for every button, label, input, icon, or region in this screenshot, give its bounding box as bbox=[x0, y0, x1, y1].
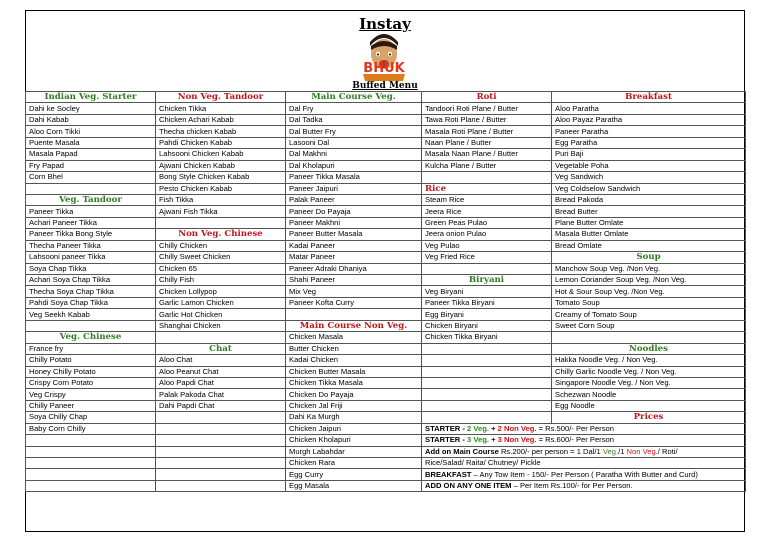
menu-item: Masala Butter Omlate bbox=[552, 229, 746, 240]
menu-item: Butter Chicken bbox=[286, 343, 422, 354]
empty-cell bbox=[26, 320, 156, 331]
menu-item: Paneer Do Payaja bbox=[286, 206, 422, 217]
menu-item: Paneer Butter Masala bbox=[286, 229, 422, 240]
table-row bbox=[26, 172, 746, 183]
section-heading: Rice bbox=[422, 183, 552, 194]
table-row bbox=[26, 309, 746, 320]
price-text: / Roti/ bbox=[657, 446, 678, 456]
price-text: Veg. bbox=[602, 446, 619, 456]
menu-item: Aloo Chat bbox=[156, 355, 286, 366]
menu-item: Egg Paratha bbox=[552, 137, 746, 148]
empty-cell bbox=[286, 309, 422, 320]
menu-item: Chicken Masala bbox=[286, 332, 422, 343]
price-text: – Any Tow Item - 150/- Per Person ( Paratha With Butter and Curd) bbox=[471, 469, 698, 479]
menu-item: Egg Curry bbox=[286, 469, 422, 480]
menu-item: Thecha chicken Kabab bbox=[156, 126, 286, 137]
menu-item: Kulcha Plane / Butter bbox=[422, 160, 552, 171]
menu-item: Fry Papad bbox=[26, 160, 156, 171]
col-header-roti: Roti bbox=[422, 92, 552, 103]
empty-cell bbox=[156, 458, 286, 469]
section-heading: Veg. Tandoor bbox=[26, 194, 156, 205]
logo-text: BHUK bbox=[363, 61, 405, 76]
menu-item: Egg Masala bbox=[286, 480, 422, 491]
table-row bbox=[26, 458, 746, 469]
menu-item: Singapore Noodle Veg. / Non Veg. bbox=[552, 377, 746, 388]
menu-item: Thecha Soya Chap Tikka bbox=[26, 286, 156, 297]
menu-item: Matar Paneer bbox=[286, 252, 422, 263]
table-row bbox=[26, 286, 746, 297]
table-row bbox=[26, 377, 746, 388]
section-heading: Prices bbox=[552, 412, 746, 423]
table-row bbox=[26, 400, 746, 411]
menu-item: Ajwani Fish Tikka bbox=[156, 206, 286, 217]
menu-item: Kadai Chicken bbox=[286, 355, 422, 366]
menu-item: Veg Crispy bbox=[26, 389, 156, 400]
table-row bbox=[26, 137, 746, 148]
menu-item: Lasooni Dal bbox=[286, 137, 422, 148]
menu-item: Paneer Adraki Dhaniya bbox=[286, 263, 422, 274]
menu-item: Achari Paneer Tikka bbox=[26, 217, 156, 228]
price-text: + bbox=[489, 423, 498, 433]
menu-item: Achari Soya Chap Tikka bbox=[26, 275, 156, 286]
empty-cell bbox=[422, 263, 552, 274]
empty-cell bbox=[422, 389, 552, 400]
price-text: Rice/Salad/ Raita/ Chutney/ Pickle bbox=[425, 458, 541, 468]
menu-item: Shanghai Chicken bbox=[156, 320, 286, 331]
menu-item: Chicken Jaipuri bbox=[286, 423, 422, 434]
section-heading: Noodles bbox=[552, 343, 746, 354]
menu-item: Chilly Sweet Chicken bbox=[156, 252, 286, 263]
menu-item: Paneer Tikka Biryani bbox=[422, 297, 552, 308]
table-row bbox=[26, 355, 746, 366]
price-text: 3 Non Veg. bbox=[497, 435, 537, 445]
menu-item: Honey Chilly Potato bbox=[26, 366, 156, 377]
table-row bbox=[26, 194, 746, 205]
table-row bbox=[26, 480, 746, 491]
price-text: 2 Veg. bbox=[467, 423, 489, 433]
menu-item: Tandoori Roti Plane / Butter bbox=[422, 103, 552, 114]
menu-item: Veg Fried Rice bbox=[422, 252, 552, 263]
col-header-breakfast: Breakfast bbox=[552, 92, 746, 103]
menu-item: Veg Coldselow Sandwich bbox=[552, 183, 746, 194]
menu-item: Chilly Chicken bbox=[156, 240, 286, 251]
price-text: ADD ON ANY ONE ITEM bbox=[425, 481, 512, 491]
menu-item: Paneer Kofta Curry bbox=[286, 297, 422, 308]
price-cell bbox=[422, 480, 746, 491]
menu-item: Pahdi Soya Chap Tikka bbox=[26, 297, 156, 308]
table-row bbox=[26, 217, 746, 228]
menu-item: Corn Bhel bbox=[26, 172, 156, 183]
table-row bbox=[26, 297, 746, 308]
menu-item: Lahsooni Chicken Kabab bbox=[156, 149, 286, 160]
menu-item: Chicken Achari Kabab bbox=[156, 114, 286, 125]
menu-item: Chicken Rara bbox=[286, 458, 422, 469]
menu-item: Murgh Labahdar bbox=[286, 446, 422, 457]
menu-item: Soya Chap Tikka bbox=[26, 263, 156, 274]
menu-item: Puente Masala bbox=[26, 137, 156, 148]
price-text: = Rs.500/- Per Person bbox=[536, 423, 614, 433]
menu-item: Masala Naan Plane / Butter bbox=[422, 149, 552, 160]
menu-item: Masala Roti Plane / Butter bbox=[422, 126, 552, 137]
table-row bbox=[26, 103, 746, 114]
menu-item: Green Peas Pulao bbox=[422, 217, 552, 228]
menu-item: Sweet Corn Soup bbox=[552, 320, 746, 331]
header-row bbox=[26, 92, 746, 103]
price-text: Add on Main Course bbox=[425, 446, 499, 456]
col-header-indian-veg-starter: Indian Veg. Starter bbox=[26, 92, 156, 103]
menu-item: Dahi Papdi Chat bbox=[156, 400, 286, 411]
section-heading: Non Veg. Chinese bbox=[156, 229, 286, 240]
price-cell bbox=[422, 435, 746, 446]
table-row bbox=[26, 149, 746, 160]
menu-item: Thecha Paneer Tikka bbox=[26, 240, 156, 251]
menu-item: Soya Chilly Chap bbox=[26, 412, 156, 423]
menu-item: Paneer Tikka Masala bbox=[286, 172, 422, 183]
menu-item: Veg Pulao bbox=[422, 240, 552, 251]
empty-cell bbox=[156, 469, 286, 480]
table-row bbox=[26, 206, 746, 217]
table-row bbox=[26, 343, 746, 354]
menu-item: Dal Butter Fry bbox=[286, 126, 422, 137]
menu-item: Chicken Tikka Masala bbox=[286, 377, 422, 388]
menu-item: Mix Veg bbox=[286, 286, 422, 297]
menu-item: Egg Biryani bbox=[422, 309, 552, 320]
menu-item: Aloo Paratha bbox=[552, 103, 746, 114]
menu-item: Jeera Rice bbox=[422, 206, 552, 217]
empty-cell bbox=[422, 377, 552, 388]
menu-item: Naan Plane / Butter bbox=[422, 137, 552, 148]
menu-item: Dahi ke Socley bbox=[26, 103, 156, 114]
menu-item: France fry bbox=[26, 343, 156, 354]
menu-item: Steam Rice bbox=[422, 194, 552, 205]
menu-item: Schezwan Noodle bbox=[552, 389, 746, 400]
table-row bbox=[26, 275, 746, 286]
section-heading: Main Course Non Veg. bbox=[286, 320, 422, 331]
menu-item: Chicken 65 bbox=[156, 263, 286, 274]
price-text: 2 Non Veg. bbox=[497, 423, 537, 433]
bhuk-logo bbox=[353, 34, 415, 82]
menu-item: Aloo Payaz Paratha bbox=[552, 114, 746, 125]
menu-item: Jeera onion Pulao bbox=[422, 229, 552, 240]
menu-item: Tawa Roti Plane / Butter bbox=[422, 114, 552, 125]
menu-item: Fish Tikka bbox=[156, 194, 286, 205]
menu-item: Dal Fry bbox=[286, 103, 422, 114]
menu-page bbox=[25, 10, 745, 532]
menu-item: Aloo Peanut Chat bbox=[156, 366, 286, 377]
table-row bbox=[26, 114, 746, 125]
menu-item: Dal Kholapuri bbox=[286, 160, 422, 171]
menu-item: Paneer Paratha bbox=[552, 126, 746, 137]
menu-item: Pesto Chicken Kabab bbox=[156, 183, 286, 194]
price-text: STARTER - bbox=[425, 423, 468, 433]
menu-item: Aloo Papdi Chat bbox=[156, 377, 286, 388]
menu-title: Buffed Menu bbox=[352, 81, 418, 91]
empty-cell bbox=[26, 469, 156, 480]
table-row bbox=[26, 252, 746, 263]
price-text: BREAKFAST bbox=[425, 469, 472, 479]
menu-item: Masala Papad bbox=[26, 149, 156, 160]
menu-item: Bread Omlate bbox=[552, 240, 746, 251]
section-heading: Chat bbox=[156, 343, 286, 354]
menu-item: Dal Tadka bbox=[286, 114, 422, 125]
menu-item: Egg Noodle bbox=[552, 400, 746, 411]
menu-item: Chilly Potato bbox=[26, 355, 156, 366]
menu-item: Chicken Do Payaja bbox=[286, 389, 422, 400]
price-text: Rs.200/- per person = 1 Dal/1 bbox=[498, 446, 603, 456]
empty-cell bbox=[156, 412, 286, 423]
table-row bbox=[26, 183, 746, 194]
menu-item: Plane Butter Omlate bbox=[552, 217, 746, 228]
empty-cell bbox=[422, 355, 552, 366]
empty-cell bbox=[422, 400, 552, 411]
empty-cell bbox=[26, 183, 156, 194]
menu-item: Chilly Fish bbox=[156, 275, 286, 286]
empty-cell bbox=[552, 332, 746, 343]
price-text: /1 bbox=[618, 446, 627, 456]
menu-item: Dahi Kabab bbox=[26, 114, 156, 125]
menu-item: Manchow Soup Veg. /Non Veg. bbox=[552, 263, 746, 274]
table-row bbox=[26, 240, 746, 251]
section-heading: Veg. Chinese bbox=[26, 332, 156, 343]
section-heading: Soup bbox=[552, 252, 746, 263]
table-row bbox=[26, 126, 746, 137]
price-text: Non Veg. bbox=[626, 446, 658, 456]
price-text: – Per Item Rs.100/- for Per Person. bbox=[511, 481, 633, 491]
menu-item: Crispy Corn Potato bbox=[26, 377, 156, 388]
menu-item: Tomato Soup bbox=[552, 297, 746, 308]
menu-item: Hot & Sour Soup Veg. /Non Veg. bbox=[552, 286, 746, 297]
menu-item: Palak Pakoda Chat bbox=[156, 389, 286, 400]
col-header-main-course-veg: Main Course Veg. bbox=[286, 92, 422, 103]
price-cell bbox=[422, 469, 746, 480]
table-row bbox=[26, 229, 746, 240]
empty-cell bbox=[156, 435, 286, 446]
menu-item: Veg Seekh Kabab bbox=[26, 309, 156, 320]
menu-table bbox=[25, 91, 746, 492]
menu-item: Paneer Makhni bbox=[286, 217, 422, 228]
price-cell bbox=[422, 423, 746, 434]
menu-item: Paneer Tikka bbox=[26, 206, 156, 217]
table-row bbox=[26, 332, 746, 343]
menu-item: Baby Corn Chilly bbox=[26, 423, 156, 434]
table-row bbox=[26, 389, 746, 400]
table-row bbox=[26, 366, 746, 377]
empty-cell bbox=[156, 446, 286, 457]
price-cell bbox=[422, 458, 746, 469]
menu-item: Chilly Paneer bbox=[26, 400, 156, 411]
menu-item: Garlic Hot Chicken bbox=[156, 309, 286, 320]
empty-cell bbox=[156, 480, 286, 491]
menu-item: Ajwani Chicken Kabab bbox=[156, 160, 286, 171]
empty-cell bbox=[422, 366, 552, 377]
empty-cell bbox=[26, 458, 156, 469]
menu-item: Dal Makhni bbox=[286, 149, 422, 160]
table-row bbox=[26, 446, 746, 457]
menu-item: Chicken Lollypop bbox=[156, 286, 286, 297]
menu-item: Chicken Tikka Biryani bbox=[422, 332, 552, 343]
menu-item: Creamy of Tomato Soup bbox=[552, 309, 746, 320]
price-text: 3 Veg. bbox=[467, 435, 489, 445]
table-row bbox=[26, 320, 746, 331]
menu-item: Lemon Coriander Soup Veg. /Non Veg. bbox=[552, 275, 746, 286]
section-heading: Biryani bbox=[422, 275, 552, 286]
price-text: STARTER - bbox=[425, 435, 468, 445]
menu-item: Chilly Garlic Noodle Veg. / Non Veg. bbox=[552, 366, 746, 377]
menu-item: Vegetable Poha bbox=[552, 160, 746, 171]
table-row bbox=[26, 423, 746, 434]
menu-item: Chicken Biryani bbox=[422, 320, 552, 331]
menu-item: Garlic Lamon Chicken bbox=[156, 297, 286, 308]
menu-item: Palak Paneer bbox=[286, 194, 422, 205]
menu-item: Veg Biryani bbox=[422, 286, 552, 297]
empty-cell bbox=[26, 480, 156, 491]
menu-item: Chicken Tikka bbox=[156, 103, 286, 114]
menu-item: Aloo Corn Tikki bbox=[26, 126, 156, 137]
empty-cell bbox=[26, 446, 156, 457]
menu-item: Chicken Jal Friji bbox=[286, 400, 422, 411]
table-row bbox=[26, 435, 746, 446]
menu-item: Bong Style Chicken Kabab bbox=[156, 172, 286, 183]
menu-item: Hakka Noodle Veg. / Non Veg. bbox=[552, 355, 746, 366]
menu-item: Kadai Paneer bbox=[286, 240, 422, 251]
menu-item: Bread Pakoda bbox=[552, 194, 746, 205]
menu-item: Puri Baji bbox=[552, 149, 746, 160]
price-cell bbox=[422, 446, 746, 457]
empty-cell bbox=[422, 172, 552, 183]
menu-item: Lahsooni paneer Tikka bbox=[26, 252, 156, 263]
empty-cell bbox=[156, 217, 286, 228]
menu-item: Shahi Paneer bbox=[286, 275, 422, 286]
menu-item: Paneer Jaipuri bbox=[286, 183, 422, 194]
menu-item: Veg Sandwich bbox=[552, 172, 746, 183]
empty-cell bbox=[156, 423, 286, 434]
menu-item: Chicken Kholapuri bbox=[286, 435, 422, 446]
empty-cell bbox=[156, 332, 286, 343]
table-row bbox=[26, 412, 746, 423]
menu-item: Pahdi Chicken Kabab bbox=[156, 137, 286, 148]
menu-item: Paneer Tikka Bong Style bbox=[26, 229, 156, 240]
page-title: Instay bbox=[359, 15, 411, 33]
menu-item: Bread Butter bbox=[552, 206, 746, 217]
col-header-non-veg-tandoor: Non Veg. Tandoor bbox=[156, 92, 286, 103]
table-row bbox=[26, 469, 746, 480]
menu-item: Chicken Butter Masala bbox=[286, 366, 422, 377]
menu-item: Dahi Ka Murgh bbox=[286, 412, 422, 423]
table-row bbox=[26, 263, 746, 274]
empty-cell bbox=[422, 343, 552, 354]
table-row bbox=[26, 160, 746, 171]
empty-cell bbox=[26, 435, 156, 446]
empty-cell bbox=[422, 412, 552, 423]
price-text: + bbox=[489, 435, 498, 445]
price-text: = Rs.600/- Per Person bbox=[536, 435, 614, 445]
